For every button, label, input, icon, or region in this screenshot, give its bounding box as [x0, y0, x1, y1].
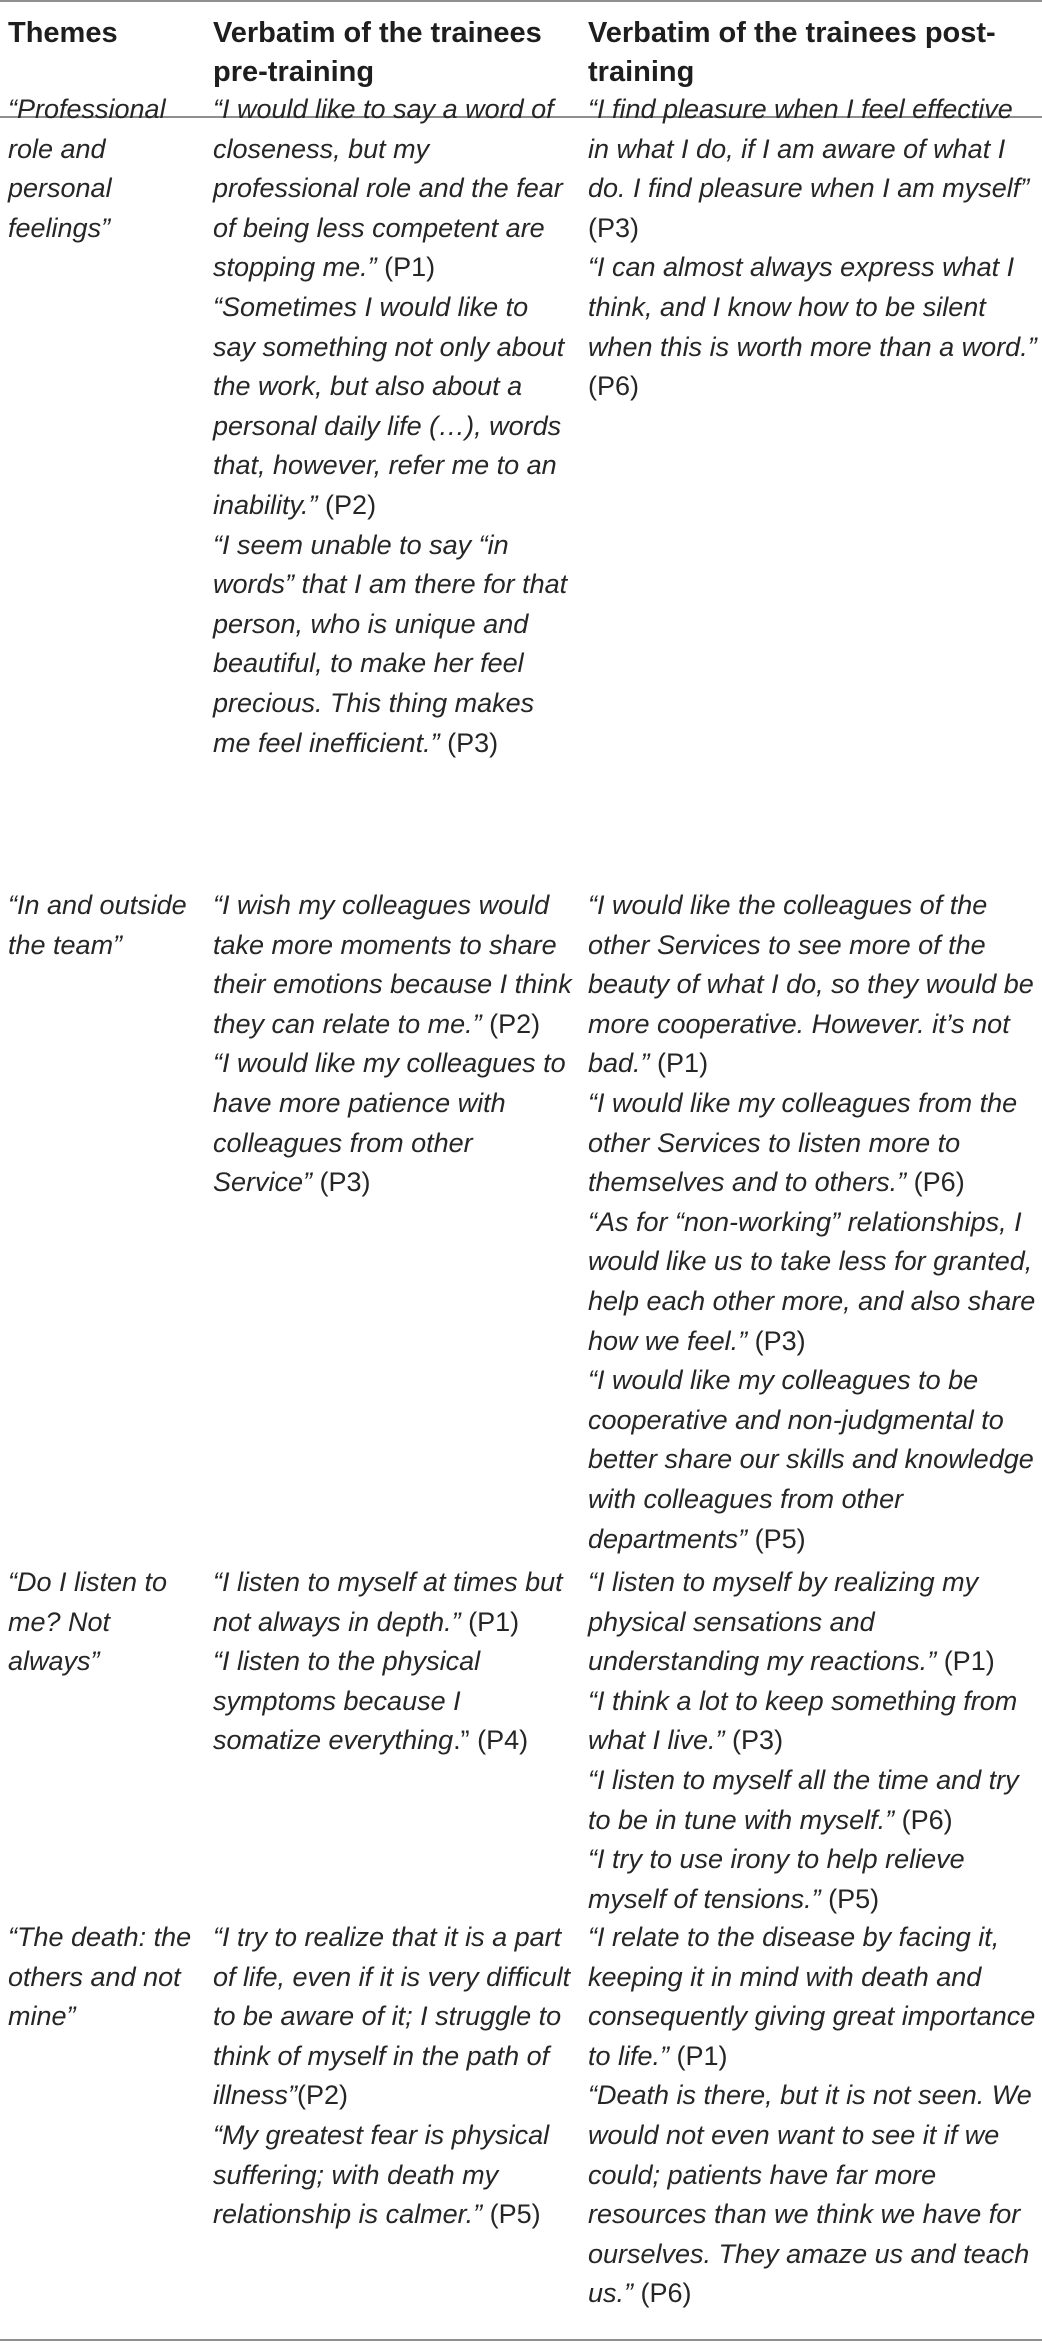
header-pre-training: Verbatim of the trainees pre-training — [213, 17, 542, 88]
quote: “I think a lot to keep something from what I live.” (P3) — [588, 1685, 1018, 1756]
quote: “Death is there, but it is not seen. We would not even want to see it if we could; patients have far more resources than we think we have for ourselves. They amaze us and teach us.” (P6) — [588, 2080, 1032, 2309]
post-training-cell — [588, 886, 1038, 1559]
quote: “I can almost always express what I think, and I know how to be silent when this is worth more than a word.” (P6) — [588, 252, 1037, 402]
pre-training-cell — [213, 90, 573, 763]
quote: “I listen to myself all the time and try to be in tune with myself.” (P6) — [588, 1764, 1019, 1835]
pre-training-cell — [213, 1918, 573, 2235]
quote: “I would like my colleagues to have more patience with colleagues from other Service” (P3) — [213, 1048, 566, 1198]
post-training-cell — [588, 90, 1038, 407]
quote: “I listen to myself by realizing my physical sensations and understanding my reactions.” (P1) — [588, 1567, 995, 1677]
quote: “I listen to myself at times but not always in depth.” (P1) — [213, 1567, 563, 1637]
quote: “I try to realize that it is a part of life, even if it is very difficult to be aware of it; I struggle to think of myself in the path of illness”(P2) — [213, 1922, 571, 2111]
quote: “I wish my colleagues would take more moments to share their emotions because I think they can relate to me.” (P2) — [213, 890, 572, 1039]
quote: “I find pleasure when I feel effective in what I do, if I am aware of what I do. I find pleasure when I am myself” (P3) — [588, 94, 1030, 243]
quote: “I try to use irony to help relieve myself of tensions.” (P5) — [588, 1844, 965, 1914]
pre-training-cell — [213, 1563, 573, 1761]
quote: “I seem unable to say “in words” that I am there for that person, who is unique and beautiful, to make her feel precious. This thing makes me feel inefficient.” (P3) — [213, 529, 568, 758]
quote: “My greatest fear is physical suffering; with death my relationship is calmer.” (P5) — [213, 2119, 550, 2230]
table-top-rule — [0, 0, 1042, 2]
row-theme: “In and outside the team” — [8, 890, 187, 960]
header-post-training: Verbatim of the trainees post-training — [588, 17, 996, 88]
table-bottom-rule — [0, 2339, 1042, 2341]
quote: “Sometimes I would like to say something not only about the work, but also about a personal daily life (…), words that, however, refer me to an inability.” (P2) — [213, 291, 565, 520]
post-training-cell — [588, 1918, 1038, 2314]
row-theme: “The death: the others and not mine” — [8, 1922, 192, 2032]
pre-training-cell — [213, 886, 573, 1203]
quote: “I would like the colleagues of the other Services to see more of the beauty of what I do, so they would be more cooperative. However. it’s not bad.” (P1) — [588, 890, 1034, 1079]
quote: “I would like my colleagues to be cooperative and non-judgmental to better share our skills and knowledge with colleagues from other departments” (P5) — [588, 1365, 1034, 1554]
row-theme: “Do I listen to me? Not always” — [8, 1567, 168, 1677]
row-theme: “Professional role and personal feelings” — [8, 94, 166, 243]
quote: “I would like to say a word of closeness, but my professional role and the fear of being less competent are stopping me.” (P1) — [213, 94, 563, 283]
post-training-cell — [588, 1563, 1038, 1919]
quote: “I relate to the disease by facing it, keeping it in mind with death and consequently giving great importance to life.” (P1) — [588, 1922, 1036, 2071]
quote: “I would like my colleagues from the other Services to listen more to themselves and to others.” (P6) — [588, 1087, 1018, 1198]
header-themes: Themes — [8, 17, 118, 49]
quote: “As for “non-working” relationships, I would like us to take less for granted, help each other more, and also share how we feel.” (P3) — [588, 1206, 1036, 1356]
quote: “I listen to the physical symptoms because I somatize everything.” (P4) — [213, 1646, 529, 1756]
